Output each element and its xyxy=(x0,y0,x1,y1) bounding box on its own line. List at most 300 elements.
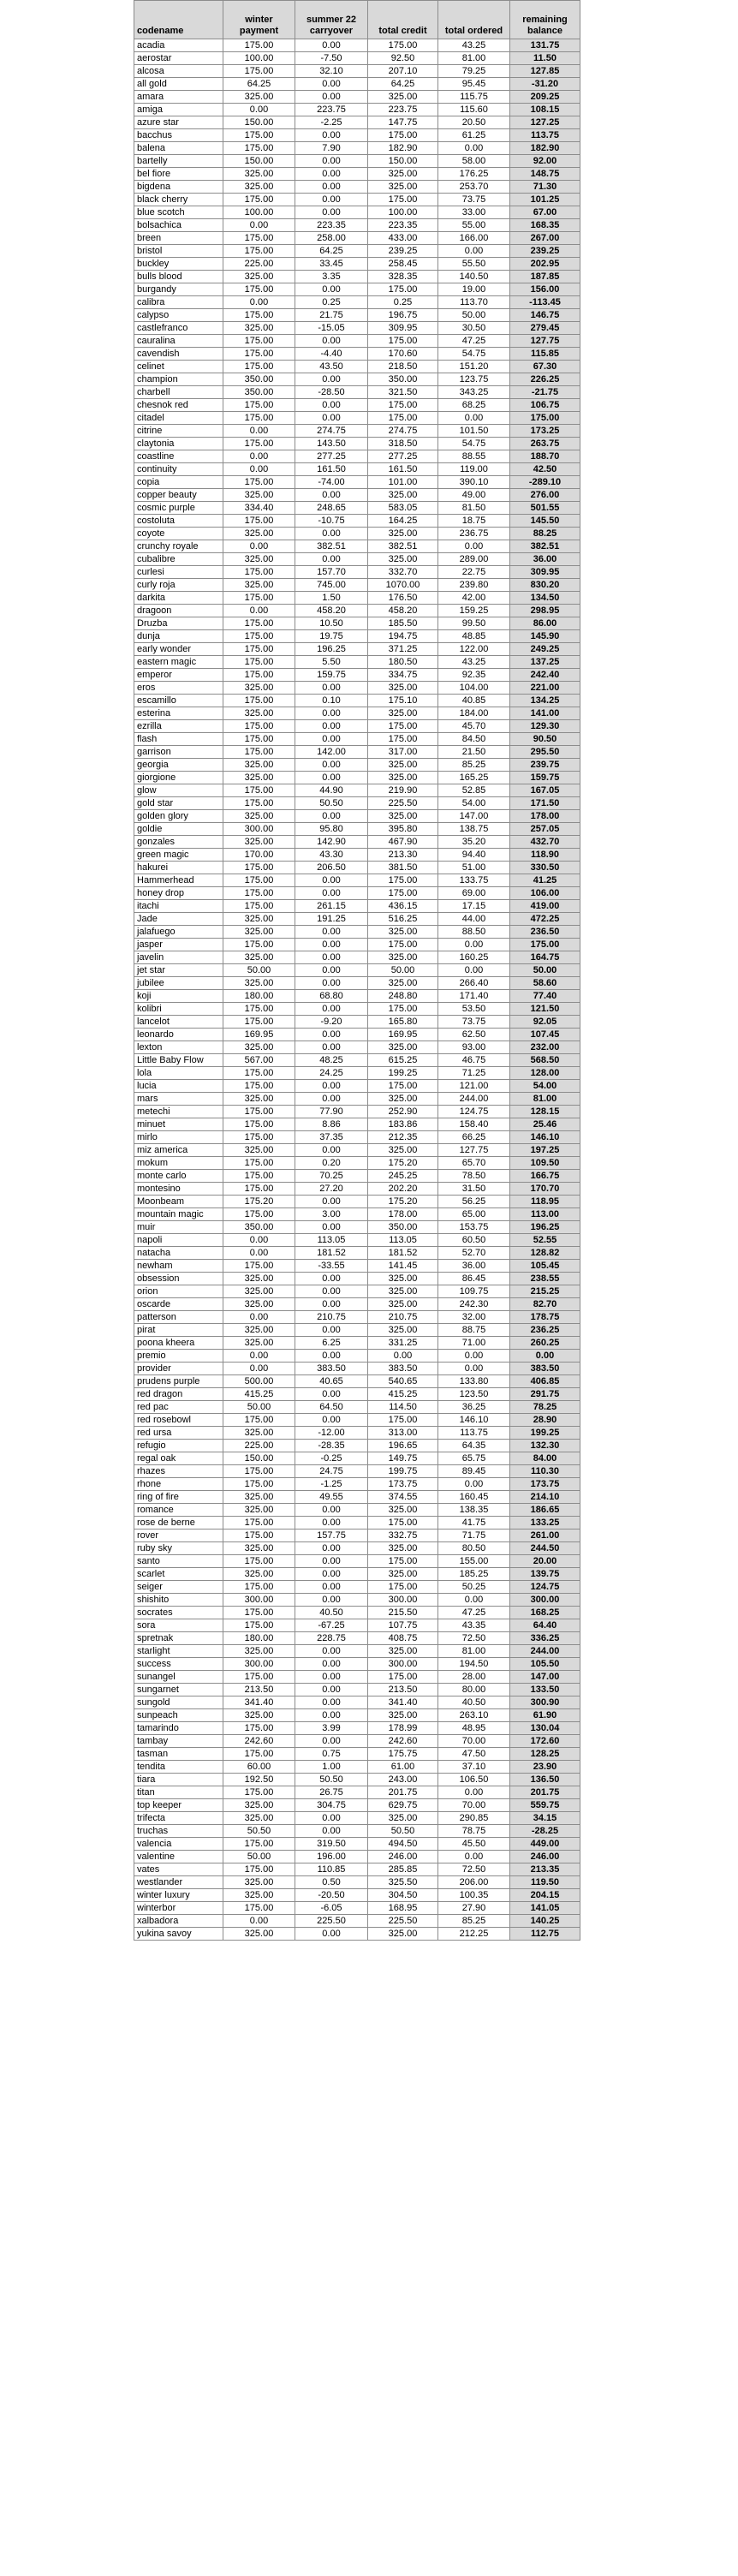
cell-codename[interactable]: curly roja xyxy=(134,579,223,592)
cell-winter-payment[interactable]: 0.00 xyxy=(223,450,295,463)
cell-codename[interactable]: orion xyxy=(134,1285,223,1298)
cell-total-credit[interactable]: 381.50 xyxy=(368,862,438,874)
cell-total-ordered[interactable]: 78.75 xyxy=(438,1825,510,1838)
cell-total-credit[interactable]: 61.00 xyxy=(368,1761,438,1774)
cell-total-credit[interactable]: 371.25 xyxy=(368,643,438,656)
cell-total-ordered[interactable]: 244.00 xyxy=(438,1093,510,1106)
cell-total-credit[interactable]: 285.85 xyxy=(368,1863,438,1876)
cell-codename[interactable]: shishito xyxy=(134,1594,223,1607)
cell-codename[interactable]: ezrilla xyxy=(134,720,223,733)
cell-total-ordered[interactable]: 289.00 xyxy=(438,553,510,566)
cell-remaining-balance[interactable]: 830.20 xyxy=(510,579,580,592)
cell-total-ordered[interactable]: 54.00 xyxy=(438,797,510,810)
cell-winter-payment[interactable]: 175.00 xyxy=(223,746,295,759)
cell-total-credit[interactable]: 304.50 xyxy=(368,1889,438,1902)
cell-winter-payment[interactable]: 0.00 xyxy=(223,1363,295,1375)
cell-total-ordered[interactable]: 0.00 xyxy=(438,964,510,977)
cell-codename[interactable]: red pac xyxy=(134,1401,223,1414)
cell-remaining-balance[interactable]: 238.55 xyxy=(510,1273,580,1285)
cell-total-ordered[interactable]: 65.75 xyxy=(438,1452,510,1465)
cell-remaining-balance[interactable]: 159.75 xyxy=(510,772,580,784)
cell-summer-carryover[interactable]: 0.00 xyxy=(295,553,368,566)
cell-codename[interactable]: calibra xyxy=(134,296,223,309)
cell-summer-carryover[interactable]: 6.25 xyxy=(295,1337,368,1350)
cell-remaining-balance[interactable]: 88.25 xyxy=(510,528,580,540)
cell-summer-carryover[interactable]: 0.00 xyxy=(295,399,368,412)
cell-total-credit[interactable]: 246.00 xyxy=(368,1851,438,1863)
cell-total-ordered[interactable]: 50.00 xyxy=(438,309,510,322)
cell-total-credit[interactable]: 325.00 xyxy=(368,759,438,772)
cell-remaining-balance[interactable]: 175.00 xyxy=(510,412,580,425)
cell-winter-payment[interactable]: 325.00 xyxy=(223,1285,295,1298)
cell-remaining-balance[interactable]: 134.50 xyxy=(510,592,580,605)
cell-codename[interactable]: mountain magic xyxy=(134,1208,223,1221)
cell-total-ordered[interactable]: 64.35 xyxy=(438,1440,510,1452)
cell-winter-payment[interactable]: 175.00 xyxy=(223,900,295,913)
cell-total-credit[interactable]: 277.25 xyxy=(368,450,438,463)
cell-total-ordered[interactable]: 54.75 xyxy=(438,348,510,361)
cell-total-ordered[interactable]: 0.00 xyxy=(438,1478,510,1491)
cell-total-credit[interactable]: 325.00 xyxy=(368,1041,438,1054)
cell-total-ordered[interactable]: 65.00 xyxy=(438,1208,510,1221)
cell-total-credit[interactable]: 383.50 xyxy=(368,1363,438,1375)
cell-remaining-balance[interactable]: 133.25 xyxy=(510,1517,580,1530)
cell-codename[interactable]: champion xyxy=(134,373,223,386)
cell-total-credit[interactable]: 176.50 xyxy=(368,592,438,605)
cell-remaining-balance[interactable]: 309.95 xyxy=(510,566,580,579)
cell-codename[interactable]: green magic xyxy=(134,849,223,862)
cell-winter-payment[interactable]: 325.00 xyxy=(223,1337,295,1350)
cell-total-credit[interactable]: 223.35 xyxy=(368,219,438,232)
cell-codename[interactable]: refugio xyxy=(134,1440,223,1452)
header-total-credit[interactable]: total credit xyxy=(368,1,438,39)
cell-remaining-balance[interactable]: 133.50 xyxy=(510,1684,580,1696)
cell-total-ordered[interactable]: 47.25 xyxy=(438,1607,510,1619)
cell-summer-carryover[interactable]: 33.45 xyxy=(295,258,368,271)
cell-remaining-balance[interactable]: 139.75 xyxy=(510,1568,580,1581)
cell-total-credit[interactable]: 382.51 xyxy=(368,540,438,553)
cell-summer-carryover[interactable]: 0.00 xyxy=(295,528,368,540)
cell-total-credit[interactable]: 173.75 xyxy=(368,1478,438,1491)
cell-total-credit[interactable]: 334.75 xyxy=(368,669,438,682)
cell-total-ordered[interactable]: 80.50 xyxy=(438,1542,510,1555)
cell-total-ordered[interactable]: 36.00 xyxy=(438,1260,510,1273)
cell-winter-payment[interactable]: 64.25 xyxy=(223,78,295,91)
cell-total-credit[interactable]: 175.00 xyxy=(368,1414,438,1427)
cell-remaining-balance[interactable]: 232.00 xyxy=(510,1041,580,1054)
cell-total-ordered[interactable]: 185.25 xyxy=(438,1568,510,1581)
cell-remaining-balance[interactable]: 215.25 xyxy=(510,1285,580,1298)
cell-codename[interactable]: metechi xyxy=(134,1106,223,1118)
cell-codename[interactable]: flash xyxy=(134,733,223,746)
cell-winter-payment[interactable]: 325.00 xyxy=(223,951,295,964)
cell-total-ordered[interactable]: 40.85 xyxy=(438,695,510,707)
cell-remaining-balance[interactable]: 432.70 xyxy=(510,836,580,849)
cell-total-ordered[interactable]: 86.45 xyxy=(438,1273,510,1285)
cell-total-ordered[interactable]: 20.50 xyxy=(438,116,510,129)
cell-total-ordered[interactable]: 88.50 xyxy=(438,926,510,939)
cell-winter-payment[interactable]: 175.00 xyxy=(223,412,295,425)
cell-remaining-balance[interactable]: 58.60 xyxy=(510,977,580,990)
cell-summer-carryover[interactable]: 43.30 xyxy=(295,849,368,862)
cell-winter-payment[interactable]: 175.00 xyxy=(223,1517,295,1530)
cell-summer-carryover[interactable]: 0.00 xyxy=(295,707,368,720)
cell-total-ordered[interactable]: 17.15 xyxy=(438,900,510,913)
cell-winter-payment[interactable]: 325.00 xyxy=(223,772,295,784)
cell-summer-carryover[interactable]: -6.05 xyxy=(295,1902,368,1915)
cell-total-credit[interactable]: 494.50 xyxy=(368,1838,438,1851)
cell-winter-payment[interactable]: 175.00 xyxy=(223,797,295,810)
cell-codename[interactable]: aerostar xyxy=(134,52,223,65)
cell-summer-carryover[interactable]: 0.00 xyxy=(295,874,368,887)
cell-winter-payment[interactable]: 175.00 xyxy=(223,1131,295,1144)
cell-winter-payment[interactable]: 300.00 xyxy=(223,1658,295,1671)
cell-total-ordered[interactable]: 151.20 xyxy=(438,361,510,373)
cell-remaining-balance[interactable]: 167.05 xyxy=(510,784,580,797)
cell-winter-payment[interactable]: 175.00 xyxy=(223,142,295,155)
cell-winter-payment[interactable]: 175.00 xyxy=(223,784,295,797)
cell-total-credit[interactable]: 1070.00 xyxy=(368,579,438,592)
cell-codename[interactable]: success xyxy=(134,1658,223,1671)
cell-total-ordered[interactable]: 70.00 xyxy=(438,1735,510,1748)
cell-winter-payment[interactable]: 0.00 xyxy=(223,104,295,116)
cell-winter-payment[interactable]: 175.00 xyxy=(223,283,295,296)
cell-remaining-balance[interactable]: 90.50 xyxy=(510,733,580,746)
cell-codename[interactable]: mars xyxy=(134,1093,223,1106)
cell-total-ordered[interactable]: 43.25 xyxy=(438,39,510,52)
cell-codename[interactable]: red rosebowl xyxy=(134,1414,223,1427)
header-remaining-balance[interactable]: remaining balance xyxy=(510,1,580,39)
cell-remaining-balance[interactable]: 175.00 xyxy=(510,939,580,951)
cell-winter-payment[interactable]: 175.00 xyxy=(223,1118,295,1131)
cell-remaining-balance[interactable]: 20.00 xyxy=(510,1555,580,1568)
header-summer-carryover[interactable]: summer 22 carryover xyxy=(295,1,368,39)
cell-winter-payment[interactable]: 175.00 xyxy=(223,361,295,373)
cell-winter-payment[interactable]: 175.00 xyxy=(223,1581,295,1594)
cell-winter-payment[interactable]: 175.00 xyxy=(223,194,295,206)
cell-summer-carryover[interactable]: 206.50 xyxy=(295,862,368,874)
cell-summer-carryover[interactable]: 745.00 xyxy=(295,579,368,592)
cell-total-ordered[interactable]: 58.00 xyxy=(438,155,510,168)
cell-total-ordered[interactable]: 31.50 xyxy=(438,1183,510,1196)
cell-codename[interactable]: sungarnet xyxy=(134,1684,223,1696)
cell-total-ordered[interactable]: 40.50 xyxy=(438,1696,510,1709)
cell-codename[interactable]: buckley xyxy=(134,258,223,271)
cell-total-ordered[interactable]: 0.00 xyxy=(438,412,510,425)
cell-remaining-balance[interactable]: 34.15 xyxy=(510,1812,580,1825)
cell-remaining-balance[interactable]: 119.50 xyxy=(510,1876,580,1889)
cell-codename[interactable]: early wonder xyxy=(134,643,223,656)
cell-total-credit[interactable]: 219.90 xyxy=(368,784,438,797)
cell-remaining-balance[interactable]: 236.25 xyxy=(510,1324,580,1337)
cell-total-ordered[interactable]: 85.25 xyxy=(438,759,510,772)
cell-winter-payment[interactable]: 175.00 xyxy=(223,1208,295,1221)
cell-codename[interactable]: pirat xyxy=(134,1324,223,1337)
cell-winter-payment[interactable]: 175.00 xyxy=(223,1465,295,1478)
cell-total-credit[interactable]: 113.05 xyxy=(368,1234,438,1247)
cell-codename[interactable]: honey drop xyxy=(134,887,223,900)
cell-winter-payment[interactable]: 175.00 xyxy=(223,1106,295,1118)
cell-summer-carryover[interactable]: 1.00 xyxy=(295,1761,368,1774)
cell-total-ordered[interactable]: 122.00 xyxy=(438,643,510,656)
cell-remaining-balance[interactable]: 101.25 xyxy=(510,194,580,206)
cell-total-ordered[interactable]: 54.75 xyxy=(438,438,510,450)
cell-winter-payment[interactable]: 175.00 xyxy=(223,1067,295,1080)
cell-total-credit[interactable]: 164.25 xyxy=(368,515,438,528)
cell-winter-payment[interactable]: 325.00 xyxy=(223,682,295,695)
cell-summer-carryover[interactable]: 37.35 xyxy=(295,1131,368,1144)
cell-total-credit[interactable]: 175.00 xyxy=(368,283,438,296)
cell-total-credit[interactable]: 436.15 xyxy=(368,900,438,913)
cell-remaining-balance[interactable]: 121.50 xyxy=(510,1003,580,1016)
cell-total-ordered[interactable]: 33.00 xyxy=(438,206,510,219)
cell-total-ordered[interactable]: 48.85 xyxy=(438,630,510,643)
cell-total-ordered[interactable]: 124.75 xyxy=(438,1106,510,1118)
cell-remaining-balance[interactable]: 236.50 xyxy=(510,926,580,939)
cell-remaining-balance[interactable]: 52.55 xyxy=(510,1234,580,1247)
cell-codename[interactable]: sora xyxy=(134,1619,223,1632)
cell-winter-payment[interactable]: 325.00 xyxy=(223,1568,295,1581)
cell-total-credit[interactable]: 325.00 xyxy=(368,1928,438,1941)
cell-total-credit[interactable]: 201.75 xyxy=(368,1786,438,1799)
cell-remaining-balance[interactable]: 140.25 xyxy=(510,1915,580,1928)
cell-codename[interactable]: copper beauty xyxy=(134,489,223,502)
cell-remaining-balance[interactable]: 172.60 xyxy=(510,1735,580,1748)
cell-summer-carryover[interactable]: 0.00 xyxy=(295,1324,368,1337)
cell-winter-payment[interactable]: 175.00 xyxy=(223,566,295,579)
cell-total-ordered[interactable]: 19.00 xyxy=(438,283,510,296)
cell-remaining-balance[interactable]: 81.00 xyxy=(510,1093,580,1106)
cell-total-ordered[interactable]: 390.10 xyxy=(438,476,510,489)
cell-codename[interactable]: bacchus xyxy=(134,129,223,142)
cell-summer-carryover[interactable]: 0.00 xyxy=(295,951,368,964)
cell-remaining-balance[interactable]: 78.25 xyxy=(510,1401,580,1414)
cell-total-credit[interactable]: 325.00 xyxy=(368,1298,438,1311)
cell-total-ordered[interactable]: 194.50 xyxy=(438,1658,510,1671)
cell-summer-carryover[interactable]: 458.20 xyxy=(295,605,368,617)
cell-summer-carryover[interactable]: 5.50 xyxy=(295,656,368,669)
cell-codename[interactable]: cavendish xyxy=(134,348,223,361)
cell-codename[interactable]: minuet xyxy=(134,1118,223,1131)
cell-winter-payment[interactable]: 0.00 xyxy=(223,1247,295,1260)
cell-total-ordered[interactable]: 18.75 xyxy=(438,515,510,528)
cell-total-ordered[interactable]: 37.10 xyxy=(438,1761,510,1774)
cell-total-ordered[interactable]: 263.10 xyxy=(438,1709,510,1722)
cell-summer-carryover[interactable]: 0.00 xyxy=(295,1581,368,1594)
cell-codename[interactable]: giorgione xyxy=(134,772,223,784)
cell-winter-payment[interactable]: 325.00 xyxy=(223,1889,295,1902)
cell-remaining-balance[interactable]: -28.25 xyxy=(510,1825,580,1838)
cell-total-ordered[interactable]: 42.00 xyxy=(438,592,510,605)
cell-total-credit[interactable]: 212.35 xyxy=(368,1131,438,1144)
cell-total-ordered[interactable]: 100.35 xyxy=(438,1889,510,1902)
cell-total-ordered[interactable]: 41.75 xyxy=(438,1517,510,1530)
cell-summer-carryover[interactable]: 0.00 xyxy=(295,810,368,823)
cell-total-ordered[interactable]: 119.00 xyxy=(438,463,510,476)
cell-codename[interactable]: balena xyxy=(134,142,223,155)
cell-summer-carryover[interactable]: 210.75 xyxy=(295,1311,368,1324)
cell-codename[interactable]: golden glory xyxy=(134,810,223,823)
cell-winter-payment[interactable]: 175.00 xyxy=(223,1157,295,1170)
cell-remaining-balance[interactable]: 199.25 xyxy=(510,1427,580,1440)
cell-total-ordered[interactable]: 72.50 xyxy=(438,1863,510,1876)
cell-total-ordered[interactable]: 104.00 xyxy=(438,682,510,695)
cell-summer-carryover[interactable]: 0.00 xyxy=(295,1928,368,1941)
cell-total-ordered[interactable]: 121.00 xyxy=(438,1080,510,1093)
cell-codename[interactable]: poona kheera xyxy=(134,1337,223,1350)
cell-total-credit[interactable]: 243.00 xyxy=(368,1774,438,1786)
cell-total-ordered[interactable]: 66.25 xyxy=(438,1131,510,1144)
cell-total-credit[interactable]: 213.30 xyxy=(368,849,438,862)
cell-winter-payment[interactable]: 325.00 xyxy=(223,1799,295,1812)
cell-remaining-balance[interactable]: 244.50 xyxy=(510,1542,580,1555)
cell-codename[interactable]: Little Baby Flow xyxy=(134,1054,223,1067)
cell-winter-payment[interactable]: 325.00 xyxy=(223,271,295,283)
cell-total-credit[interactable]: 325.50 xyxy=(368,1876,438,1889)
cell-total-ordered[interactable]: 95.45 xyxy=(438,78,510,91)
cell-remaining-balance[interactable]: 383.50 xyxy=(510,1363,580,1375)
cell-total-credit[interactable]: 325.00 xyxy=(368,1568,438,1581)
cell-winter-payment[interactable]: 325.00 xyxy=(223,1812,295,1825)
cell-total-ordered[interactable]: 55.50 xyxy=(438,258,510,271)
cell-winter-payment[interactable]: 175.00 xyxy=(223,348,295,361)
cell-total-credit[interactable]: 433.00 xyxy=(368,232,438,245)
cell-codename[interactable]: hakurei xyxy=(134,862,223,874)
cell-total-ordered[interactable]: 115.60 xyxy=(438,104,510,116)
cell-codename[interactable]: blue scotch xyxy=(134,206,223,219)
cell-total-ordered[interactable]: 27.90 xyxy=(438,1902,510,1915)
cell-codename[interactable]: bartelly xyxy=(134,155,223,168)
cell-summer-carryover[interactable]: 0.00 xyxy=(295,1388,368,1401)
cell-codename[interactable]: calypso xyxy=(134,309,223,322)
cell-codename[interactable]: mirlo xyxy=(134,1131,223,1144)
cell-total-credit[interactable]: 185.50 xyxy=(368,617,438,630)
cell-winter-payment[interactable]: 175.00 xyxy=(223,720,295,733)
cell-total-ordered[interactable]: 0.00 xyxy=(438,1786,510,1799)
cell-total-credit[interactable]: 181.52 xyxy=(368,1247,438,1260)
cell-remaining-balance[interactable]: 113.75 xyxy=(510,129,580,142)
cell-winter-payment[interactable]: 350.00 xyxy=(223,1221,295,1234)
cell-remaining-balance[interactable]: 164.75 xyxy=(510,951,580,964)
cell-total-credit[interactable]: 150.00 xyxy=(368,155,438,168)
cell-remaining-balance[interactable]: 146.10 xyxy=(510,1131,580,1144)
cell-summer-carryover[interactable]: -33.55 xyxy=(295,1260,368,1273)
cell-remaining-balance[interactable]: 187.85 xyxy=(510,271,580,283)
cell-winter-payment[interactable]: 325.00 xyxy=(223,1298,295,1311)
cell-total-credit[interactable]: 175.00 xyxy=(368,39,438,52)
cell-codename[interactable]: continuity xyxy=(134,463,223,476)
cell-summer-carryover[interactable]: 0.00 xyxy=(295,1144,368,1157)
cell-total-ordered[interactable]: 43.35 xyxy=(438,1619,510,1632)
cell-summer-carryover[interactable]: 3.99 xyxy=(295,1722,368,1735)
cell-remaining-balance[interactable]: 242.40 xyxy=(510,669,580,682)
cell-total-credit[interactable]: 325.00 xyxy=(368,1709,438,1722)
cell-winter-payment[interactable]: 175.00 xyxy=(223,1478,295,1491)
cell-total-ordered[interactable]: 0.00 xyxy=(438,1350,510,1363)
cell-remaining-balance[interactable]: 382.51 xyxy=(510,540,580,553)
cell-summer-carryover[interactable]: 0.00 xyxy=(295,1735,368,1748)
cell-summer-carryover[interactable]: 32.10 xyxy=(295,65,368,78)
cell-remaining-balance[interactable]: 106.75 xyxy=(510,399,580,412)
cell-remaining-balance[interactable]: 141.05 xyxy=(510,1902,580,1915)
cell-remaining-balance[interactable]: 568.50 xyxy=(510,1054,580,1067)
cell-winter-payment[interactable]: 500.00 xyxy=(223,1375,295,1388)
cell-codename[interactable]: esterina xyxy=(134,707,223,720)
cell-remaining-balance[interactable]: 300.90 xyxy=(510,1696,580,1709)
header-total-ordered[interactable]: total ordered xyxy=(438,1,510,39)
cell-total-ordered[interactable]: 35.20 xyxy=(438,836,510,849)
cell-winter-payment[interactable]: 175.00 xyxy=(223,232,295,245)
cell-codename[interactable]: emperor xyxy=(134,669,223,682)
cell-total-ordered[interactable]: 239.80 xyxy=(438,579,510,592)
cell-remaining-balance[interactable]: 186.65 xyxy=(510,1504,580,1517)
cell-winter-payment[interactable]: 175.00 xyxy=(223,39,295,52)
cell-winter-payment[interactable]: 325.00 xyxy=(223,913,295,926)
cell-summer-carryover[interactable]: 181.52 xyxy=(295,1247,368,1260)
cell-remaining-balance[interactable]: 113.00 xyxy=(510,1208,580,1221)
cell-codename[interactable]: rhazes xyxy=(134,1465,223,1478)
cell-codename[interactable]: winter luxury xyxy=(134,1889,223,1902)
cell-total-credit[interactable]: 180.50 xyxy=(368,656,438,669)
cell-remaining-balance[interactable]: 173.75 xyxy=(510,1478,580,1491)
cell-total-credit[interactable]: 325.00 xyxy=(368,1273,438,1285)
cell-remaining-balance[interactable]: 115.85 xyxy=(510,348,580,361)
cell-winter-payment[interactable]: 325.00 xyxy=(223,707,295,720)
cell-summer-carryover[interactable]: 0.00 xyxy=(295,1221,368,1234)
cell-remaining-balance[interactable]: 202.95 xyxy=(510,258,580,271)
cell-remaining-balance[interactable]: 128.15 xyxy=(510,1106,580,1118)
cell-winter-payment[interactable]: 325.00 xyxy=(223,977,295,990)
cell-winter-payment[interactable]: 50.00 xyxy=(223,964,295,977)
cell-total-credit[interactable]: 175.00 xyxy=(368,720,438,733)
cell-total-credit[interactable]: 325.00 xyxy=(368,528,438,540)
cell-codename[interactable]: jasper xyxy=(134,939,223,951)
cell-total-ordered[interactable]: 133.80 xyxy=(438,1375,510,1388)
cell-summer-carryover[interactable]: 0.00 xyxy=(295,1594,368,1607)
cell-winter-payment[interactable]: 325.00 xyxy=(223,1491,295,1504)
cell-winter-payment[interactable]: 0.00 xyxy=(223,219,295,232)
cell-summer-carryover[interactable]: 0.00 xyxy=(295,168,368,181)
cell-total-credit[interactable]: 175.00 xyxy=(368,399,438,412)
cell-total-ordered[interactable]: 45.70 xyxy=(438,720,510,733)
cell-remaining-balance[interactable]: 41.25 xyxy=(510,874,580,887)
cell-total-credit[interactable]: 175.00 xyxy=(368,1671,438,1684)
cell-total-credit[interactable]: 170.60 xyxy=(368,348,438,361)
cell-total-credit[interactable]: 300.00 xyxy=(368,1594,438,1607)
cell-total-ordered[interactable]: 115.75 xyxy=(438,91,510,104)
cell-winter-payment[interactable]: 175.00 xyxy=(223,617,295,630)
cell-summer-carryover[interactable]: 0.00 xyxy=(295,1709,368,1722)
cell-total-credit[interactable]: 583.05 xyxy=(368,502,438,515)
cell-total-ordered[interactable]: 123.50 xyxy=(438,1388,510,1401)
cell-codename[interactable]: red ursa xyxy=(134,1427,223,1440)
cell-winter-payment[interactable]: 50.00 xyxy=(223,1851,295,1863)
cell-summer-carryover[interactable]: 0.00 xyxy=(295,977,368,990)
cell-total-credit[interactable]: 313.00 xyxy=(368,1427,438,1440)
cell-total-ordered[interactable]: 50.25 xyxy=(438,1581,510,1594)
cell-codename[interactable]: jalafuego xyxy=(134,926,223,939)
cell-summer-carryover[interactable]: 19.75 xyxy=(295,630,368,643)
cell-summer-carryover[interactable]: 0.00 xyxy=(295,1273,368,1285)
cell-summer-carryover[interactable]: 0.00 xyxy=(295,1093,368,1106)
cell-summer-carryover[interactable]: 0.00 xyxy=(295,206,368,219)
cell-summer-carryover[interactable]: 0.00 xyxy=(295,1671,368,1684)
cell-summer-carryover[interactable]: 0.00 xyxy=(295,1285,368,1298)
cell-remaining-balance[interactable]: 145.50 xyxy=(510,515,580,528)
cell-total-ordered[interactable]: 99.50 xyxy=(438,617,510,630)
cell-remaining-balance[interactable]: 148.75 xyxy=(510,168,580,181)
cell-summer-carryover[interactable]: 110.85 xyxy=(295,1863,368,1876)
